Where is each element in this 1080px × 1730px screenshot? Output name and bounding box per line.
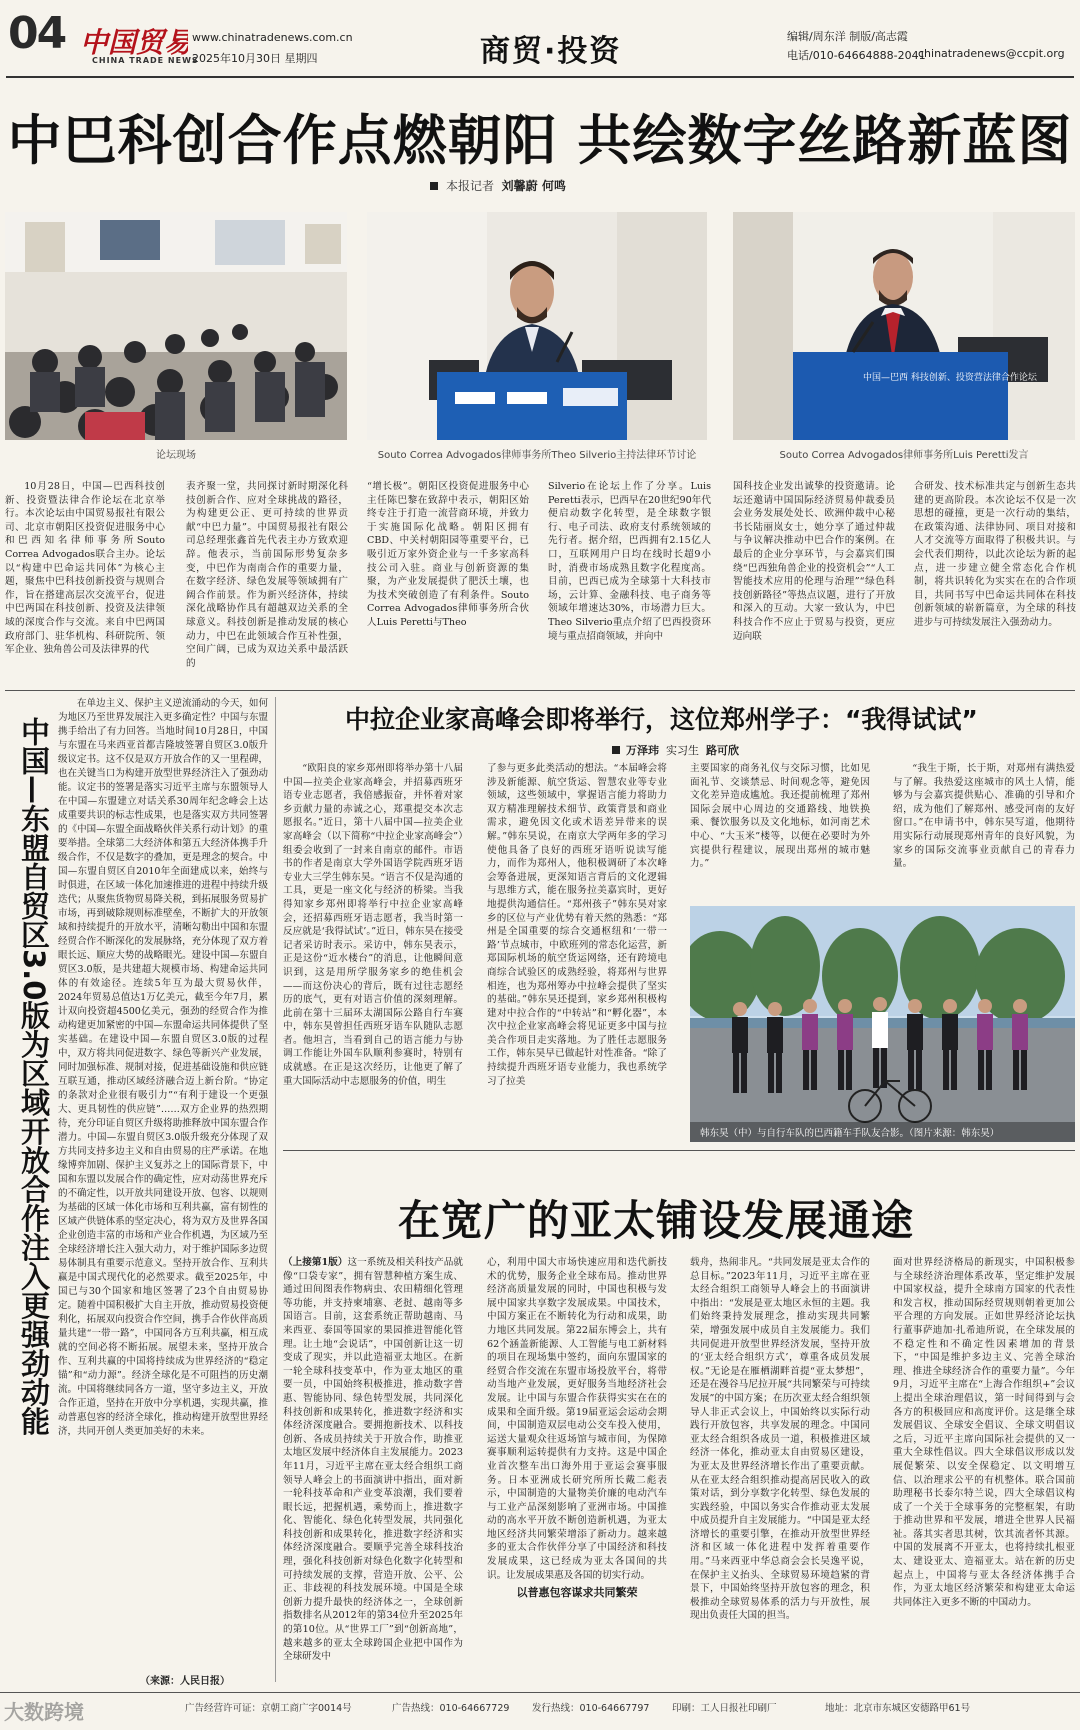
logo-text: 中国贸 [80, 26, 165, 59]
divider [283, 1150, 1075, 1151]
article3-col-4: “我生于斯，长于斯，对郑州有满热爱与了解。我热爱这座城市的风土人情，能够为与会嘉宾提供贴心、准确的引导和介绍，成为他们了解郑州、感受河南的友好窗口。”在申请书中，韩东昊写道，他期待用实际行动展现郑州青年的良好风貌，为家乡的国际交流事业贡献自己的青春力量。 [893, 763, 1075, 870]
contact-phone: 电话/010-64664888-2041 [787, 49, 926, 62]
cyclists-photo [690, 906, 1075, 1142]
article1-col-6: 合研发、技术标准共定与创新生态共建的更高阶段。本次论坛不仅是一次思想的碰撞，更是一次行动的集结，在政策沟通、法律协同、项目对接和人才交流等方面取得了积极共识。与会代表们期待，以此次论坛为新的起点，进一步建立健全常态化合作机制，将共识转化为实实在在的合作项目，共同书写中巴命运共同体在科技创新领域的崭新篇章，为全球的科技进步与可持续发展注入强劲动力。 [914, 481, 1076, 628]
issue-date: 2025年10月30日 星期四 [192, 52, 318, 65]
byline-label: 本报记者 [446, 179, 495, 193]
article2-source: （来源：人民日报） [140, 1676, 230, 1687]
footer-license: 广告经营许可证：京朝工商广字0014号 [185, 1703, 352, 1714]
watermark: 大数跨境 [4, 1700, 84, 1724]
article3-headline: 中拉企业家高峰会即将举行，这位郑州学子：“我得试试” [345, 705, 978, 734]
article4-col-2: 心，利用中国大市场快速应用和迭代新技术的优势，服务企业全球布局。推动世界经济高质量发展的同时，中国也积极与发展中国家共享数字发展成果。中国技术，中国方案正在不断转化为行动和成果，助力地区共同发展。第22届东博会上，共有62个涵盖新能源、人工智能与电工新材料的项目在现场集中签约，面向东盟国家的经贸合作交流在东盟市场投放平台，将带动当地产业发展，更好服务当地经济社会发展。让中国与东盟合作获得实实在在的成果和全面升级。第19届亚运会运动会期间，中国制造双层电动公交车投入使用，运送大量观众往返场馆与城市间，为保障赛事顺利运转提供有力支持。这是中国企业首次整车出口海外用于亚运会赛事服务。日本亚洲成长研究所所长戴二彪表示，中国制造的大量物美价廉的电动汽车与工业产品深刻影响了亚洲市场。中国推动的高水平开放不断创造新机遇，为亚太地区经济共同繁荣增添了新动力。越来越多的亚太合作伙伴分享了中国经济和科技发展成果，这已经成为亚太各国间的共识。让发展成果惠及各国的切实行动。 [487, 1257, 667, 1581]
article1-col-4: Silverio在论坛上作了分享。Luis Peretti表示，巴西早在20世纪90年代便启动数字化转型，是全球数字银行、电子司法、政府支付系统领域的先行者。据介绍，巴西拥有2.15亿人口，互联网用户日均在线时长超9小时，消费市场成熟且数字化程度高。目前，巴西已成为全球第十大科技市场，云计算、金融科技、电子商务等领域年增速达30%，市场潜力巨大。Theo Silverio重点介绍了巴西投资环境与重点招商领域，并向中 [548, 481, 711, 642]
header-rule [6, 76, 1074, 78]
article1-col-1: 10月28日，中国—巴西科技创新、投资暨法律合作论坛在北京举行。本次论坛由中国贸易报社有限公司、北京市朝阳区投资促进服务中心和巴西知名律师事务所Souto Correa Advogados联合主办。论坛以“构建中巴命运共同体”为核心主题，聚焦中巴科技创新投资与规则合作，旨在搭建高层次交流平台，促进中巴两国在科技创新、投资及法律领域的深度合作与交流。来自中巴两国政府部门、驻华机构、科研院所、领军企业、独角兽公司及法律界的代 [5, 481, 165, 656]
article1-headline: 中巴科创合作点燃朝阳 共绘数字丝路新蓝图 [7, 109, 1073, 172]
page-number: 04 [8, 8, 66, 59]
footer-printer: 印刷：工人日报社印刷厂 [672, 1703, 777, 1714]
article2-text-top: 在单边主义、保护主义逆流涌动的今天，如何为地区乃至世界发展注入更多确定性？中国与东盟携手给出了有力回答。当地时间10月28日，中国与东盟在马来西亚首都吉隆坡签署自贸区3.0版升级议定书。这不仅是双方开放合作的又一里程碑，也在关键当口为构建开放型世界经济注入了强劲动能。议定书的签署是落实习近平主席与东盟领导人在中国—东盟建立对话关系30周年纪念峰会上达成重要共识的标志性成果，也是落实双方共同签署的《中国—东盟全面战略伙伴关系行动计划》的重要举措。全球第二大经济体和第五大经济体携手升级合作，不仅是数字的叠加，更是理念的契合。中国—东盟自贸区自2010年全面建成以来，始终与时俱进，在区域一体化加速推进的进程中持续升级迭代；从聚焦货物贸易降关税，到拓展服务贸易扩市场，再到破除规则标准壁垒，不断扩大的开放领域和持续提升的开放水平，清晰勾勒出中国和东盟经贸合作不断深化的发展脉络，充分体现了双方着眼长远、顺应大势的战略眼光。建设中国—东盟自贸区3.0版，是共建超大规模市场、构建命运共同体的有效途径。连续5年互为最大贸易伙伴，2024年贸易总值达1万亿美元，截至今年7月，累计双向投资超4500亿美元，强劲的经贸合作为推动构建更加紧密的中国—东盟命运共同体提供了坚实基础。在建设中国—东盟自贸区3.0版的过程中，双方将共同促进数字、绿色等新兴产业发展，同时加强标准、规制对接，促进基础设施和供应链互联互通，推动区域经济融合迈上新台阶。“协定的条款对企业很有吸引力”“有利于建设一个更强大、更具韧性的供应链”……双方企业界的热烈期待，充分印证自贸区升级将助推释放中国东盟合作潜力。中国—东盟自贸区3.0版升级充分体现了双方共同支持多边主义和自由贸易的庄严承诺。在地缘博弈加剧、保护主义复苏之上的国际背景下，中国和东盟以发展合作的确定性，应对动荡世界充斥的不确定性，以开放共同建设开放、包容、以规则为基础的区域一体化市场和互利共赢，富有韧性的区域产供链体系的坚定决心，将为双方及世界各国企业创造丰富的市场和产业合作机遇，为区域乃至全球经济增长注入强大动力，对于维护国际多边贸易体制具有重要示范意义。坚持开放合作、互利共赢是中国式现代化的必然要求。截至2025年，中国已与30个国家和地区签署了23个自由贸易协定。随着中国积极扩大自主开放，推动贸易投资便利化，拓展双向投资合作空间，携手合作伙伴高质量共建“一带一路”，中国同各方互利共赢，相互成就的空间必将不断拓展。展望未来，坚持开放合作、互利共赢的中国将持续成为世界经济的“稳定锚”和“动力源”。经济全球化是不可阻挡的历史潮流。中国将继续同各方一道，坚守多边主义，开放合作正道，坚持在开放中分享机遇，实现共赢，推动普惠包容的经济全球化，推动构建开放型世界经济，共同开创人类更加美好的未来。 [58, 698, 268, 1437]
divider [5, 690, 1075, 691]
section-title: 商贸·投资 [480, 34, 622, 69]
lead-tag: （上接第1版） [283, 1257, 348, 1268]
speaker2-photo [733, 212, 1075, 440]
byline-square-icon [612, 746, 620, 754]
article4-subhead: 以普惠包容谋求共同繁荣 [487, 1584, 667, 1600]
footer-address: 地址：北京市东城区安德路甲61号 [825, 1703, 971, 1714]
forum-photo-caption: 论坛现场 [156, 450, 196, 461]
article4-col-1: （上接第1版）这一系统及相关科技产品就像“口袋专家”，拥有智慧种植方案生成、通过田间图表作物病虫、农田精细化管理等功能，并支持柬埔寨、老挝、越南等多国语言。目前，这套系统正帮助越南、马来西亚、泰国等国家的果园推进智能化管理。让土地“会说话”，中国创新让这一切变成了现实，并以此造福亚太地区。在新一轮全球科技变革中，作为亚太地区的重要一员，中国始终积极推进，推动数字普惠、智能协同、绿色转型发展，共同深化科技创新和成果转化，推进数字经济和实体经济深度融合。要拥抱新技术、以科技创新、各成员持续关于开放合作，助推亚太地区发展中经济体自主发展能力。2023年11月，习近平主席在亚太经合组织工商领导人峰会上的书面演讲中指出，面对新一轮科技革命和产业变革浪潮，我们要着眼长远，把握机遇，乘势而上，推进数字化、智能化、绿色化转型发展，共同强化科技创新和成果转化，推进数字经济和实体经济深度融合。要顺乎完善全球科技治理，强化科技创新对绿色化数字化转型和可持续发展的支撑，营造开放、公平、公正、非歧视的科技发展环境。中国是全球创新力提升最快的经济体之一，全球创新指数排名从2012年的第34位升至2025年的第10位。从“世界工厂”到“创新高地”，越来越多的亚太全球跨国企业把中国作为全球研发中 [283, 1257, 463, 1663]
footer-rule [0, 1692, 1080, 1693]
logo-english: CHINA TRADE NEWS [92, 56, 199, 65]
divider [275, 697, 276, 1682]
banner-text: 中国—巴西 科技创新、投资营法律合作论坛 [863, 373, 1037, 383]
article1-col-5: 国科技企业发出诚挚的投资邀请。论坛还邀请中国国际经济贸易仲裁委员会业务发展处处长、欧洲仲裁中心秘书长陆丽岚女士，她分享了通过仲裁与争议解决推动中巴合作的案例。在最后的企业分享环节，与会嘉宾们围绕“巴西独角兽企业的投资机会”“人工智能技术应用的伦理与治理”“绿色科技创新路径”等热点议题，进行了开放和深入的互动。大家一致认为，中巴科技合作不应止于贸易与投资，更应迈向联 [733, 481, 895, 642]
article1-byline [430, 177, 730, 194]
cyclists-photo-caption: 韩东昊（中）与自行车队的巴西籍车手队友合影。（图片来源：韩东昊） [700, 1128, 1000, 1139]
article3-byline: 万泽玮 实习生 路可欣 [612, 742, 739, 758]
speaker2-photo-caption: Souto Correa Advogados律师事务所Luis Peretti发言 [779, 450, 1029, 461]
article4-col-3: 载舟，热闹非凡。“共同发展是亚太合作的总目标。”2023年11月，习近平主席在亚太经合组织工商领导人峰会上的书面演讲中指出：“发展是亚太地区永恒的主题。我们始终秉持发展理念，推动实现共同繁荣，增强发展中成员自主发展能力。我们共同促进开放型世界经济发展，坚持开放的‘亚太经合组织方式’，尊重各成员发展权。”无论是在雁栖湖畔首提“亚太梦想”，还是在漫谷马尼拉开展“共同繁荣与可持续发展”的中国方案；在历次亚太经合组织领导人非正式会议上，中国始终以实际行动践行开放包容，共享发展的理念。中国同亚太经合组织各成员一道，积极推进区域经济一体化，推动亚太自由贸易区建设，为亚太及世界经济增长作出了重要贡献。从在亚太经合组织推动提高居民收入的政策对话，到分享数字化转型、绿色发展的实践经验，中国以务实合作推动亚太发展中成员提升自主发展能力。“中国是亚太经济增长的重要引擎，在推动开放型世界经济和区域一体化进程中发挥着重要作用。”马来西亚中华总商会会长吴逸平说，在保护主义抬头、全球贸易环境趋紧的背景下，中国始终坚持开放包容的理念，积极推动全球贸易体系的活力与开放性，展现出负责任大国的担当。 [690, 1257, 870, 1622]
byline-square-icon [430, 182, 438, 190]
contact-email[interactable]: chinatradenews@ccpit.org [918, 47, 1065, 60]
byline-names: 刘馨蔚 何鸣 [501, 179, 566, 193]
forum-photo [5, 212, 347, 440]
article3-col-3: 主要国家的商务礼仪与交际习惯，比如见面礼节、交谈禁忌、时间观念等，避免因文化差异造成尴尬。我还提前梳理了郑州国际会展中心周边的交通路线、地铁换乘、餐饮服务以及文化地标，如河南艺术中心、“大玉米”楼等，以便在必要时为外宾提供行程建议，展现出郑州的城市魅力。” [690, 763, 870, 870]
article1-col-2: 表齐聚一堂，共同探讨新时期深化科技创新合作、应对全球挑战的路径，为构建更公正、更可持续的世界贡献“中巴力量”。中国贸易报社有限公司总经理张鑫首先代表主办方致欢迎辞。他表示，当前国际形势复杂多变，中巴作为南南合作的重要力量，在数字经济、绿色发展等领域拥有广阔合作前景。作为新兴经济体，持续深化战略协作具有超越双边关系的全球意义。科技创新是推动发展的核心动力，中巴在此领域合作互补性强，空间广阔，已成为双边关系中最活跃的 [186, 481, 348, 669]
article4-col-4: 面对世界经济格局的新现实，中国积极参与全球经济治理体系改革，坚定维护发展中国家权益，提升全球南方国家的代表性和发言权，推动国际经贸规则朝着更加公平合理的方向发展。正如世界经济论坛执行董事萨迪加·扎希迪所说，在全球发展的不稳定性和不确定性因素增加的背景下，“中国是维护多边主义、完善全球治理、推进全球经济合作的重要力量”。今年9月，习近平主席在“上海合作组织+”会议上提出全球治理倡议，第一时间得到与会各方的积极回应和高度评价。这是继全球发展倡议、全球安全倡议、全球文明倡议之后，习近平主席向国际社会提供的又一重大全球性倡议。四大全球倡议形成以发展促繁荣、以安全保稳定、以文明增互信、以治理求公平的有机整体。联合国前助理秘书长泰尔特兰说，四大全球倡议构成了一个关于全球事务的完整框架，有助于推动世界和平发展，增进全世界人民福祉。落其实者思其树，饮其流者怀其源。中国的发展离不开亚太，也将持续扎根亚太、建设亚太、造福亚太。站在新的历史起点上，中国将与亚太各经济体携手合作，为亚太地区经济繁荣和构建亚太命运共同体注入更多不断的中国动力。 [893, 1257, 1075, 1608]
footer-distribution: 发行热线：010-64667797 [532, 1703, 650, 1714]
editors-credit: 编辑/周东洋 制版/高志霞 [787, 30, 908, 43]
speaker1-photo [367, 212, 707, 440]
footer-ad-hotline: 广告热线：010-64667729 [392, 1703, 510, 1714]
article4-headline: 在宽广的亚太铺设发展通途 [398, 1196, 915, 1245]
speaker1-photo-caption: Souto Correa Advogados律师事务所Theo Silverio主持法律环节讨论 [377, 450, 697, 461]
article2-vertical-headline: 中国—东盟自贸区3.0版为区域开放合作注入更强劲动能 [17, 717, 51, 1436]
article3-col-2: 了参与更多此类活动的想法。“本届峰会将涉及新能源、航空货运、智慧农业等专业领域，这些领域中，掌握语言能力将助力双方精准理解技术细节、政策背景和商业需求，避免因文化或术语差异带来的误解。”韩东昊说，在南京大学两年多的学习使他具备了良好的西班牙语听说读写能力，而作为郑州人，他积极调研了本次峰会筹备进展，更深知语言背后的文化逻辑与思维方式，能在服务拉美嘉宾时，更好地提供沟通信任。“郑州孩子”韩东昊对家乡的区位与产业优势有着天然的熟悉：“郑州是全国重要的综合交通枢纽和‘一带一路’节点城市，中欧班列的常态化运营，新郑国际机场的航空货运网络，还有跨境电商综合试验区的成熟经验，将郑州与世界相连，也为郑州筹办中拉峰会提供了坚实的基础。”韩东昊还提到，家乡郑州积极构建对中拉合作的“中转站”和“孵化器”，本次中拉企业家高峰会将见证更多中国与拉美合作项目走实落地。为了胜任志愿服务工作，韩东昊早已做起针对性准备。“除了持续提升西班牙语专业能力，我也系统学习了拉美 [487, 763, 667, 1087]
website-url[interactable]: www.chinatradenews.com.cn [192, 31, 353, 44]
article1-col-3: “增长极”。朝阳区投资促进服务中心主任陈巴黎在致辞中表示，朝阳区始终专注于打造一流营商环境，并致力于实施国际化战略。朝阳区拥有CBD、中关村朝阳园等重要平台，已吸引近万家外资企业与一千多家高科技公司入驻。商业与创新资源的集聚，为产业发展提供了肥沃土壤，也为技术突破创造了有利条件。Souto Correa Advogados律师事务所合伙人Luis Peretti与Theo [367, 481, 529, 628]
article3-col-1: “欧阳良的家乡郑州即将举办第十八届中国—拉美企业家高峰会，并招募西班牙语专业志愿者，我倍感振奋，并怀着对家乡贡献力量的赤诚之心，郑重提交本次志愿报名。”近日，第十八届中国—拉美企业家高峰会（以下简称“中拉企业家高峰会”）组委会收到了一封来自南京的邮件。市语书的作者是南京大学外国语学院西班牙语专业大三学生韩东昊。“语言不仅是沟通的工具，更是一座文化与经济的桥梁。当我得知家乡郑州即将举行中拉企业家高峰会，还招募西班牙语志愿者，我当时第一反应就是‘我得试试’。”近日，韩东昊在接受记者采访时表示。采访中，韩东昊表示，正是这份“近水楼台”的消息，让他瞬间意识到，这是用所学服务家乡的绝佳机会——而这份决心的背后，既有过往志愿经历的底气，更有对语言价值的深刻理解。此前在第十三届环太湖国际公路自行车赛中，韩东昊曾担任西班牙语车队随队志愿者。他坦言，当看到自己的语言能力与协调工作能让外国车队顺利参赛时，特别有成就感。在正是这次经历，让他更了解了重大国际活动中志愿服务的价值，明生 [283, 763, 463, 1087]
